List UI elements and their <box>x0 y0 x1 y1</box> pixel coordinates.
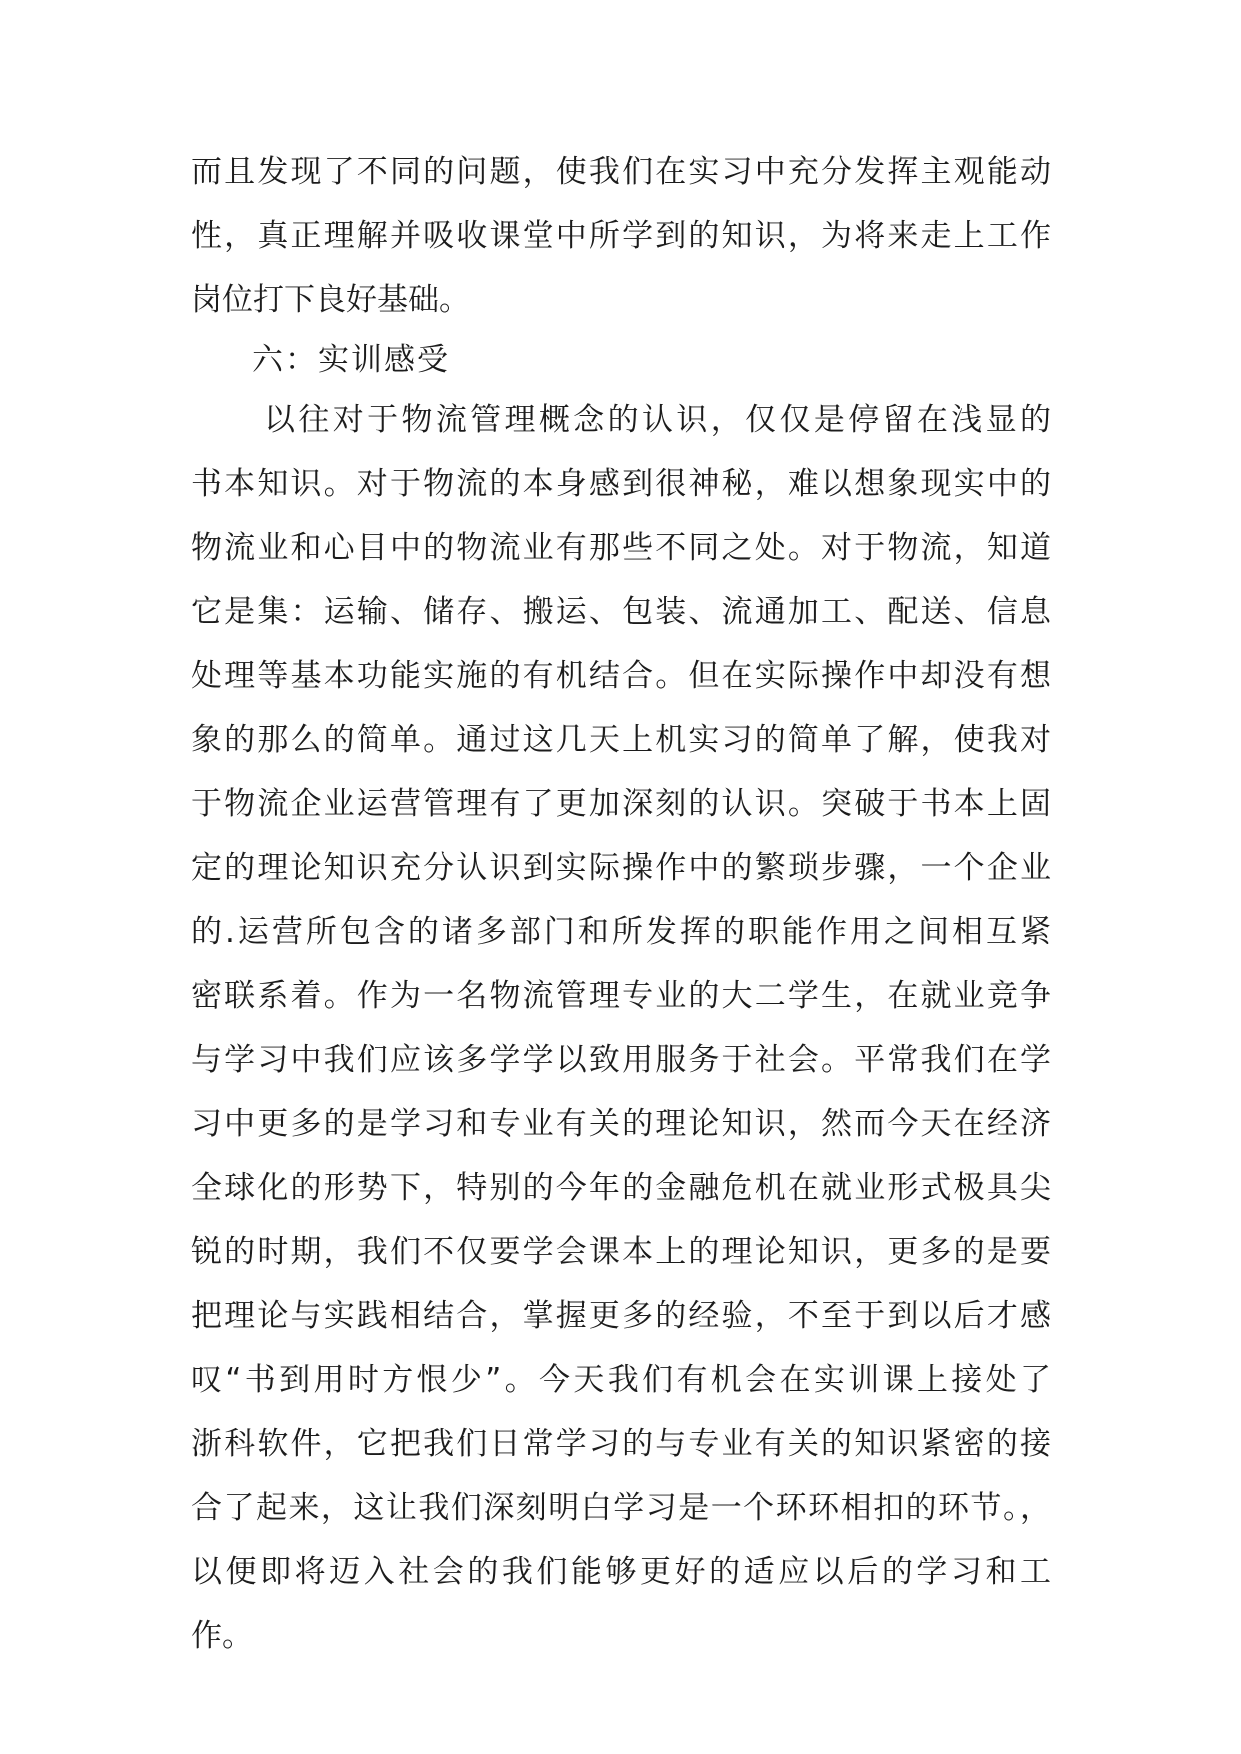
paragraph-2-line-15: 把理论与实践相结合，掌握更多的经验，不至于到以后才感 <box>191 1298 1051 1334</box>
paragraph-1-line-2: 性，真正理解并吸收课堂中所学到的知识，为将来走上工作 <box>191 218 1051 254</box>
paragraph-2-line-14: 锐的时期，我们不仅要学会课本上的理论知识，更多的是要 <box>191 1234 1051 1270</box>
paragraph-2-line-16: 叹“书到用时方恨少”。今天我们有机会在实训课上接处了 <box>191 1362 1051 1398</box>
paragraph-2-line-1: 以往对于物流管理概念的认识，仅仅是停留在浅显的 <box>264 402 1051 438</box>
paragraph-2-line-18: 合了起来，这让我们深刻明白学习是一个环环相扣的环节。， <box>191 1490 1051 1526</box>
paragraph-1-line-1: 而且发现了不同的问题，使我们在实习中充分发挥主观能动 <box>191 154 1051 190</box>
paragraph-2-line-5: 处理等基本功能实施的有机结合。但在实际操作中却没有想 <box>191 658 1051 694</box>
paragraph-2-line-8: 定的理论知识充分认识到实际操作中的繁琐步骤，一个企业 <box>191 850 1051 886</box>
paragraph-1-line-3: 岗位打下良好基础。 <box>191 282 470 318</box>
paragraph-2-line-12: 习中更多的是学习和专业有关的理论知识，然而今天在经济 <box>191 1106 1051 1142</box>
paragraph-2-line-17: 浙科软件，它把我们日常学习的与专业有关的知识紧密的接 <box>191 1426 1051 1462</box>
section-heading: 六：实训感受 <box>252 342 450 378</box>
paragraph-2-line-19: 以便即将迈入社会的我们能够更好的适应以后的学习和工 <box>191 1554 1051 1590</box>
paragraph-2-line-6: 象的那么的简单。通过这几天上机实习的简单了解，使我对 <box>191 722 1051 758</box>
paragraph-2-line-7: 于物流企业运营管理有了更加深刻的认识。突破于书本上固 <box>191 786 1051 822</box>
paragraph-2-line-9: 的.运营所包含的诸多部门和所发挥的职能作用之间相互紧 <box>191 914 1051 950</box>
paragraph-2-line-3: 物流业和心目中的物流业有那些不同之处。对于物流，知道 <box>191 530 1051 566</box>
paragraph-2-line-11: 与学习中我们应该多学学以致用服务于社会。平常我们在学 <box>191 1042 1051 1078</box>
paragraph-2-line-10: 密联系着。作为一名物流管理专业的大二学生，在就业竞争 <box>191 978 1051 1014</box>
paragraph-2-line-13: 全球化的形势下，特别的今年的金融危机在就业形式极具尖 <box>191 1170 1051 1206</box>
paragraph-2-line-20: 作。 <box>191 1618 253 1654</box>
paragraph-2-line-2: 书本知识。对于物流的本身感到很神秘，难以想象现实中的 <box>191 466 1051 502</box>
paragraph-2-line-4: 它是集：运输、储存、搬运、包装、流通加工、配送、信息 <box>191 594 1051 630</box>
